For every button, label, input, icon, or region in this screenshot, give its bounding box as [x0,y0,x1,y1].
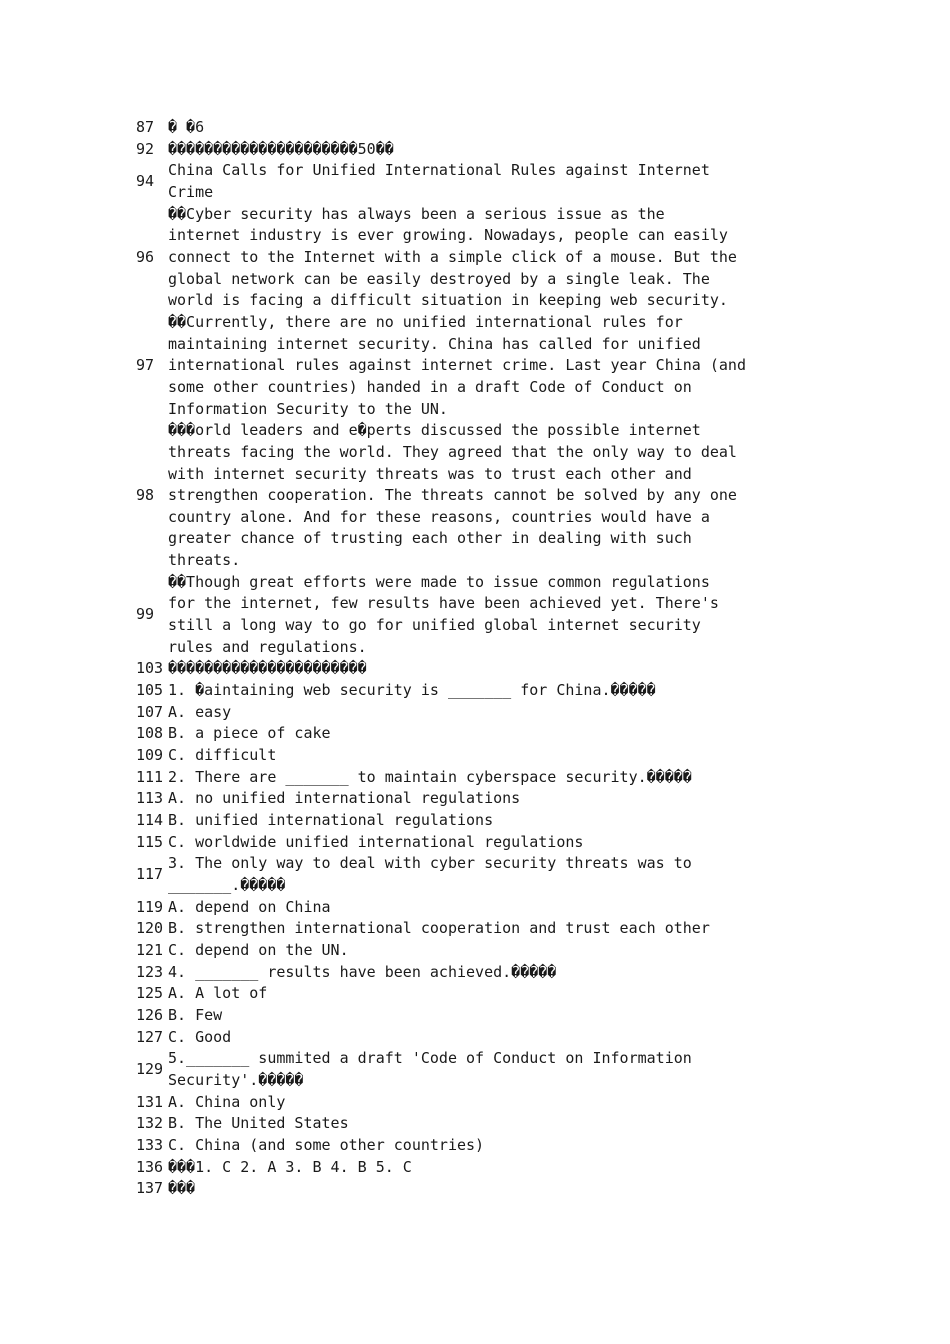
line-number: 132 [136,1114,164,1133]
line-87 [136,117,746,139]
line-number: 117 [136,865,164,884]
line-number: 98 [136,486,155,505]
line-text: ���������������������� [168,659,367,678]
q1-option-c [136,745,746,767]
line-text: 3. The only way to deal with cyber security threats was to _______.����� [168,854,692,894]
line-text: ���������������������50�� [168,139,394,158]
line-number: 97 [136,356,155,375]
line-103 [136,658,746,680]
line-number: 108 [136,724,164,743]
line-text: 4. _______ results have been achieved.����� [168,962,557,981]
q2-option-b [136,810,746,832]
line-text: ���1. C 2. A 3. B 4. B 5. C [168,1157,412,1176]
line-text: C. difficult [168,746,277,765]
line-number: 99 [136,605,155,624]
line-number: 126 [136,1005,164,1024]
line-text: ��Currently, there are no unified international rules for maintaining internet security. China has called for unified international rules against internet crime. Last year China (and some other countries) handed in a draft Code of Conduct on Information Security to the UN. [168,312,746,418]
line-number: 129 [136,1060,164,1079]
line-number: 87 [136,118,155,136]
document-lines [136,117,746,1200]
question-4 [136,962,746,984]
line-number: 123 [136,962,164,981]
answer-key [136,1157,746,1179]
line-number: 115 [136,832,164,851]
paragraph-3 [136,420,746,572]
line-number: 107 [136,702,164,721]
line-text: B. a piece of cake [168,724,331,743]
line-text: China Calls for Unified International Rules against Internet Crime [168,161,710,201]
question-3 [136,853,746,896]
line-number: 120 [136,919,164,938]
q5-option-b [136,1113,746,1135]
q4-option-c [136,1027,746,1049]
line-text: A. easy [168,702,232,721]
q3-option-c [136,940,746,962]
line-number: 125 [136,984,164,1003]
line-text: ��Though great efforts were made to issue common regulations for the internet, few results have been achieved yet. There's still a long way to go for unified global internet security rules and regulations. [168,572,719,656]
q4-option-b [136,1005,746,1027]
line-number: 133 [136,1135,164,1154]
line-number: 131 [136,1092,164,1111]
line-text: ��Cyber security has always been a serious issue as the internet industry is ever growing. Nowadays, people can easily connect to the Internet with a simple click of a mouse. But the global network can be easily destroyed by a single leak. The world is facing a difficult situation in keeping web security. [168,204,737,310]
line-number: 103 [136,659,164,678]
line-137 [136,1178,746,1200]
line-text: C. Good [168,1027,232,1046]
question-1 [136,680,746,702]
line-text: C. worldwide unified international regulations [168,832,584,851]
paragraph-2 [136,312,746,420]
line-number: 94 [136,172,155,191]
line-number: 121 [136,940,164,959]
q2-option-a [136,788,746,810]
paragraph-4 [136,572,746,659]
line-text: B. strengthen international cooperation and trust each other [168,919,710,938]
line-text: 1. �aintaining web security is _______ for China.����� [168,681,656,700]
q3-option-b [136,918,746,940]
line-text: C. China (and some other countries) [168,1135,485,1154]
line-text: B. The United States [168,1114,349,1133]
line-text: A. depend on China [168,897,331,916]
q5-option-c [136,1135,746,1157]
line-text: C. depend on the UN. [168,940,349,959]
q5-option-a [136,1092,746,1114]
q1-option-b [136,723,746,745]
line-text: B. Few [168,1005,223,1024]
line-text: 2. There are _______ to maintain cyberspace security.����� [168,767,692,786]
line-number: 137 [136,1179,164,1198]
line-number: 119 [136,897,164,916]
line-92 [136,139,746,161]
line-number: 96 [136,247,155,266]
line-number: 92 [136,139,155,158]
line-text: 5._______ summited a draft 'Code of Conduct on Information Security'.����� [168,1049,692,1089]
q3-option-a [136,897,746,919]
line-number: 136 [136,1157,164,1176]
line-text: A. China only [168,1092,286,1111]
question-5 [136,1048,746,1091]
line-number: 114 [136,811,164,829]
line-number: 113 [136,789,164,808]
line-number: 111 [136,767,164,786]
line-number: 127 [136,1027,164,1046]
q1-option-a [136,702,746,724]
q2-option-c [136,832,746,854]
line-text: � �6 [168,118,205,136]
question-2 [136,767,746,789]
q4-option-a [136,983,746,1005]
line-text: ���orld leaders and e�perts discussed the possible internet threats facing the world. They agreed that the only way to deal with internet security threats was to trust each other and strengthen cooperation. The threats cannot be solved by any one country alone. And for these reasons, countries would have a greater chance of trusting each other in dealing with such threats. [168,421,737,570]
line-number: 109 [136,746,164,765]
line-number: 105 [136,681,164,700]
line-text: A. A lot of [168,984,268,1003]
line-text: A. no unified international regulations [168,789,521,808]
line-text: B. unified international regulations [168,811,494,829]
line-text: ��� [168,1179,196,1198]
article-title [136,160,746,203]
paragraph-1 [136,204,746,312]
